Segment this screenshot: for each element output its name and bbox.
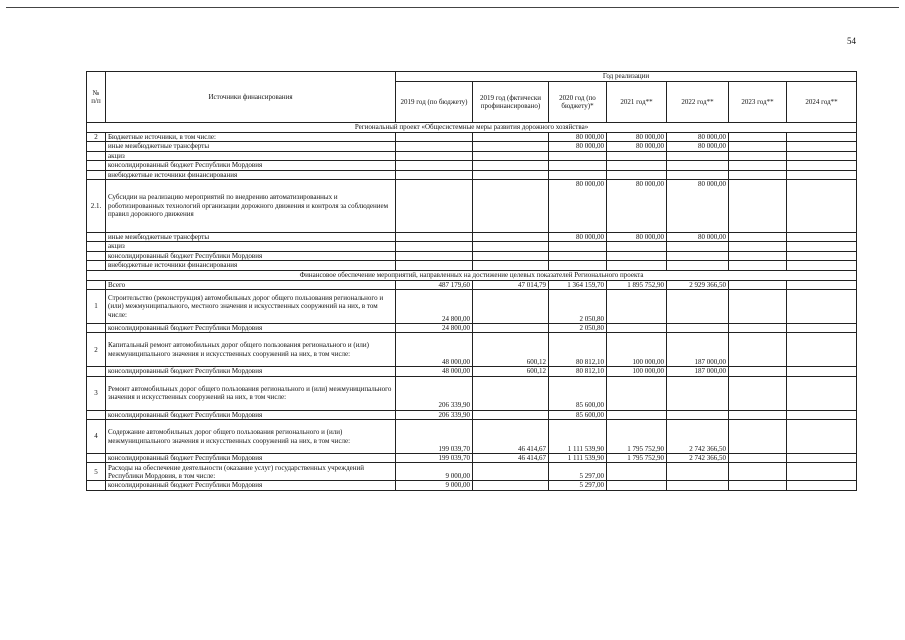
cell-value-0	[396, 133, 473, 142]
cell-value-1: 600,12	[473, 333, 549, 367]
cell-value-1	[473, 481, 549, 490]
cell-value-2: 1 364 159,70	[549, 280, 607, 289]
cell-value-2: 80 812,10	[549, 333, 607, 367]
cell-value-3: 1 895 752,90	[607, 280, 667, 289]
cell-value-5	[729, 454, 787, 463]
row-label: Содержание автомобильных дорог общего пользования регионального и (или) межмуниципального значения и искусственных сооружений на них, в том числе:	[106, 420, 396, 454]
cell-value-2	[549, 151, 607, 160]
header-year-0: 2019 год (по бюджету)	[396, 82, 473, 123]
table-row	[87, 151, 857, 160]
section-regional-project-title: Региональный проект «Общесистемные меры развития дорожного хозяйства»	[87, 123, 857, 133]
cell-value-5	[729, 420, 787, 454]
cell-value-6	[787, 454, 857, 463]
cell-value-1	[473, 410, 549, 419]
row-number	[87, 481, 106, 490]
cell-value-1: 47 014,79	[473, 280, 549, 289]
row-label: консолидированный бюджет Республики Мордовия	[106, 481, 396, 490]
cell-value-6	[787, 420, 857, 454]
header-year-3: 2021 год**	[607, 82, 667, 123]
header-year-4: 2022 год**	[667, 82, 729, 123]
row-label: консолидированный бюджет Республики Мордовия	[106, 161, 396, 170]
cell-value-0	[396, 179, 473, 232]
cell-value-3	[607, 376, 667, 410]
table-row	[87, 232, 857, 241]
table-row	[87, 179, 857, 232]
cell-value-0: 206 339,90	[396, 410, 473, 419]
cell-value-4	[667, 376, 729, 410]
table-body	[87, 123, 857, 491]
cell-value-2: 80 000,00	[549, 142, 607, 151]
row-label: консолидированный бюджет Республики Мордовия	[106, 367, 396, 376]
row-number	[87, 161, 106, 170]
cell-value-3: 100 000,00	[607, 333, 667, 367]
cell-value-6	[787, 410, 857, 419]
cell-value-4	[667, 261, 729, 270]
row-label: Расходы на обеспечение деятельности (оказание услуг) государственных учреждений Республики Мордовия, в том числе:	[106, 463, 396, 481]
cell-value-5	[729, 463, 787, 481]
cell-value-1	[473, 261, 549, 270]
financing-table	[86, 71, 857, 491]
row-label: акциз	[106, 242, 396, 251]
cell-value-3	[607, 170, 667, 179]
cell-value-2	[549, 170, 607, 179]
cell-value-0: 199 039,70	[396, 420, 473, 454]
table-row	[87, 454, 857, 463]
cell-value-6	[787, 179, 857, 232]
row-label: Строительство (реконструкция) автомобильных дорог общего пользования регионального и (или) межмуниципального, местного значения и искусственных сооружений на них, в том числе:	[106, 289, 396, 323]
table-row	[87, 323, 857, 332]
cell-value-2: 2 050,80	[549, 323, 607, 332]
table-row	[87, 376, 857, 410]
section-financial-support	[87, 270, 857, 280]
row-number: 5	[87, 463, 106, 481]
cell-value-0: 48 000,00	[396, 367, 473, 376]
row-number	[87, 410, 106, 419]
cell-value-1	[473, 151, 549, 160]
table-row	[87, 410, 857, 419]
cell-value-5	[729, 289, 787, 323]
header-year-6: 2024 год**	[787, 82, 857, 123]
cell-value-5	[729, 333, 787, 367]
row-number	[87, 170, 106, 179]
cell-value-3: 1 795 752,90	[607, 454, 667, 463]
cell-value-2: 80 000,00	[549, 133, 607, 142]
cell-value-4: 80 000,00	[667, 133, 729, 142]
cell-value-2: 2 050,80	[549, 289, 607, 323]
cell-value-2: 5 297,00	[549, 481, 607, 490]
cell-value-5	[729, 151, 787, 160]
cell-value-4: 80 000,00	[667, 232, 729, 241]
cell-value-5	[729, 367, 787, 376]
row-number	[87, 261, 106, 270]
cell-value-5	[729, 242, 787, 251]
cell-value-5	[729, 161, 787, 170]
cell-value-1	[473, 251, 549, 260]
cell-value-5	[729, 232, 787, 241]
row-number: 3	[87, 376, 106, 410]
cell-value-6	[787, 280, 857, 289]
cell-value-3	[607, 289, 667, 323]
table-row	[87, 133, 857, 142]
cell-value-3: 100 000,00	[607, 367, 667, 376]
cell-value-1	[473, 323, 549, 332]
cell-value-0	[396, 232, 473, 241]
row-label: внебюджетные источники финансирования	[106, 170, 396, 179]
cell-value-2: 80 000,00	[549, 232, 607, 241]
table-row	[87, 367, 857, 376]
header-year-2: 2020 год (по бюджету)*	[549, 82, 607, 123]
cell-value-6	[787, 463, 857, 481]
table-row	[87, 170, 857, 179]
cell-value-6	[787, 261, 857, 270]
cell-value-4: 80 000,00	[667, 142, 729, 151]
cell-value-4: 2 929 366,50	[667, 280, 729, 289]
row-number: 2	[87, 133, 106, 142]
cell-value-4	[667, 151, 729, 160]
cell-value-4	[667, 242, 729, 251]
row-number	[87, 232, 106, 241]
row-number	[87, 251, 106, 260]
table-row	[87, 463, 857, 481]
cell-value-5	[729, 170, 787, 179]
row-number	[87, 367, 106, 376]
cell-value-3	[607, 151, 667, 160]
row-number: 2	[87, 333, 106, 367]
cell-value-0	[396, 151, 473, 160]
cell-value-0	[396, 170, 473, 179]
cell-value-1: 600,12	[473, 367, 549, 376]
cell-value-6	[787, 376, 857, 410]
cell-value-5	[729, 133, 787, 142]
cell-value-5	[729, 481, 787, 490]
cell-value-4	[667, 170, 729, 179]
cell-value-6	[787, 133, 857, 142]
cell-value-1	[473, 232, 549, 241]
cell-value-4	[667, 410, 729, 419]
cell-value-3	[607, 161, 667, 170]
cell-value-1	[473, 161, 549, 170]
cell-value-6	[787, 481, 857, 490]
cell-value-3	[607, 261, 667, 270]
cell-value-4: 80 000,00	[667, 179, 729, 232]
section-financial-support-title: Финансовое обеспечение мероприятий, направленных на достижение целевых показателей Регионального проекта	[87, 270, 857, 280]
cell-value-4	[667, 161, 729, 170]
cell-value-3: 80 000,00	[607, 232, 667, 241]
table-row	[87, 289, 857, 323]
cell-value-5	[729, 179, 787, 232]
cell-value-4	[667, 463, 729, 481]
cell-value-0: 199 039,70	[396, 454, 473, 463]
cell-value-5	[729, 261, 787, 270]
cell-value-1	[473, 179, 549, 232]
cell-value-3	[607, 410, 667, 419]
cell-value-5	[729, 142, 787, 151]
cell-value-4	[667, 289, 729, 323]
cell-value-3: 80 000,00	[607, 142, 667, 151]
cell-value-5	[729, 280, 787, 289]
row-label: иные межбюджетные трансферты	[106, 142, 396, 151]
cell-value-2: 85 600,00	[549, 410, 607, 419]
cell-value-0: 487 179,60	[396, 280, 473, 289]
cell-value-1	[473, 289, 549, 323]
cell-value-4	[667, 251, 729, 260]
cell-value-4: 2 742 366,50	[667, 454, 729, 463]
row-label: Всего	[106, 280, 396, 289]
table-row	[87, 333, 857, 367]
row-label: акциз	[106, 151, 396, 160]
cell-value-2	[549, 161, 607, 170]
table-row	[87, 280, 857, 289]
cell-value-2: 80 812,10	[549, 367, 607, 376]
cell-value-0: 24 800,00	[396, 323, 473, 332]
header-year-5: 2023 год**	[729, 82, 787, 123]
cell-value-6	[787, 323, 857, 332]
table-row	[87, 251, 857, 260]
cell-value-1: 46 414,67	[473, 420, 549, 454]
cell-value-4: 187 000,00	[667, 367, 729, 376]
row-number	[87, 323, 106, 332]
header-year-1: 2019 год (фктически профинансировано)	[473, 82, 549, 123]
cell-value-5	[729, 323, 787, 332]
cell-value-4	[667, 323, 729, 332]
cell-value-4	[667, 481, 729, 490]
cell-value-1	[473, 242, 549, 251]
cell-value-6	[787, 289, 857, 323]
row-label: Бюджетные источники, в том числе:	[106, 133, 396, 142]
cell-value-2: 85 600,00	[549, 376, 607, 410]
header-num: № п/п	[87, 72, 106, 123]
cell-value-3	[607, 251, 667, 260]
row-label: консолидированный бюджет Республики Мордовия	[106, 323, 396, 332]
cell-value-2: 80 000,00	[549, 179, 607, 232]
cell-value-1	[473, 142, 549, 151]
row-label: внебюджетные источники финансирования	[106, 261, 396, 270]
cell-value-1	[473, 170, 549, 179]
cell-value-0: 9 000,00	[396, 481, 473, 490]
cell-value-1	[473, 376, 549, 410]
cell-value-3: 1 795 752,90	[607, 420, 667, 454]
cell-value-3: 80 000,00	[607, 179, 667, 232]
cell-value-6	[787, 151, 857, 160]
row-number: 2.1.	[87, 179, 106, 232]
cell-value-1	[473, 463, 549, 481]
cell-value-0	[396, 161, 473, 170]
cell-value-1: 46 414,67	[473, 454, 549, 463]
cell-value-4: 187 000,00	[667, 333, 729, 367]
row-number	[87, 280, 106, 289]
table-row	[87, 261, 857, 270]
cell-value-5	[729, 251, 787, 260]
cell-value-2	[549, 251, 607, 260]
cell-value-0	[396, 242, 473, 251]
cell-value-3	[607, 481, 667, 490]
header-source: Источники финансирования	[106, 72, 396, 123]
cell-value-0	[396, 261, 473, 270]
cell-value-0	[396, 142, 473, 151]
cell-value-3: 80 000,00	[607, 133, 667, 142]
cell-value-6	[787, 170, 857, 179]
table-row	[87, 142, 857, 151]
cell-value-2: 1 111 539,90	[549, 454, 607, 463]
cell-value-6	[787, 161, 857, 170]
row-label: Капитальный ремонт автомобильных дорог общего пользования регионального и (или) межмуниципального значения и искусственных сооружений на них, в том числе:	[106, 333, 396, 367]
cell-value-0: 9 000,00	[396, 463, 473, 481]
cell-value-0: 24 800,00	[396, 289, 473, 323]
cell-value-5	[729, 410, 787, 419]
cell-value-2: 5 297,00	[549, 463, 607, 481]
table-row	[87, 420, 857, 454]
cell-value-0: 206 339,90	[396, 376, 473, 410]
page-number: 54	[847, 36, 856, 46]
row-label: консолидированный бюджет Республики Мордовия	[106, 251, 396, 260]
cell-value-6	[787, 333, 857, 367]
row-number	[87, 454, 106, 463]
cell-value-3	[607, 323, 667, 332]
cell-value-0	[396, 251, 473, 260]
row-number: 1	[87, 289, 106, 323]
cell-value-2	[549, 261, 607, 270]
cell-value-0: 48 000,00	[396, 333, 473, 367]
section-regional-project	[87, 123, 857, 133]
cell-value-6	[787, 142, 857, 151]
cell-value-6	[787, 367, 857, 376]
table-row	[87, 242, 857, 251]
table-row	[87, 481, 857, 490]
cell-value-5	[729, 376, 787, 410]
cell-value-1	[473, 133, 549, 142]
cell-value-3	[607, 242, 667, 251]
row-number: 4	[87, 420, 106, 454]
cell-value-6	[787, 251, 857, 260]
row-label: Субсидии на реализацию мероприятий по внедрению автоматизированных и роботизированных технологий организации дорожного движения и контроля за соблюдением правил дорожного движения	[106, 179, 396, 232]
cell-value-2: 1 111 539,90	[549, 420, 607, 454]
cell-value-6	[787, 242, 857, 251]
row-number	[87, 242, 106, 251]
row-number	[87, 142, 106, 151]
row-label: консолидированный бюджет Республики Мордовия	[106, 410, 396, 419]
row-label: Ремонт автомобильных дорог общего пользования регионального и (или) межмуниципального значения и искусственных сооружений на них, в том числе:	[106, 376, 396, 410]
row-number	[87, 151, 106, 160]
table-row	[87, 161, 857, 170]
cell-value-4: 2 742 366,50	[667, 420, 729, 454]
cell-value-6	[787, 232, 857, 241]
cell-value-3	[607, 463, 667, 481]
header-period: Год реализации	[396, 72, 857, 82]
row-label: иные межбюджетные трансферты	[106, 232, 396, 241]
cell-value-2	[549, 242, 607, 251]
top-rule	[6, 7, 899, 8]
row-label: консолидированный бюджет Республики Мордовия	[106, 454, 396, 463]
